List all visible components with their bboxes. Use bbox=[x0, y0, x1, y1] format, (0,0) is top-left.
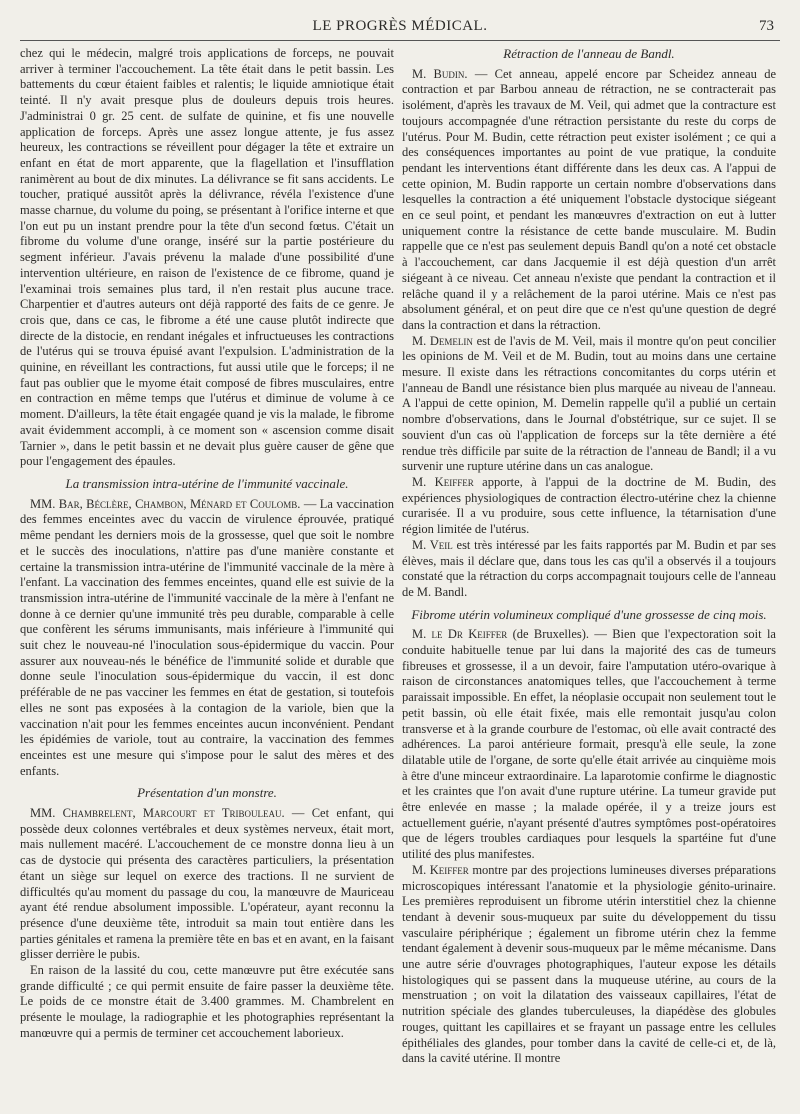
left-column bbox=[20, 46, 394, 1042]
section-heading: Présentation d'un monstre. bbox=[137, 785, 277, 801]
paragraph bbox=[402, 475, 776, 538]
paragraph-text: est de l'avis de M. Veil, mais il montre qu'on peut concilier les opinions de M. Veil et de M. Budin, tout au moins dans une certaine mesure. Il existe dans les rétractions concomitantes du corps utérin et l'anneau de Bandl une résistance bien plus marquée au niveau de l'anneau. A l'appui de cette opinion, M. Demelin rappelle qu'il a publié un certain nombre d'observations, dans le Journal d'obstétrique, sur ce sujet. Il se souvient d'un cas où l'application de forceps sur la tête dernière a été rendue très difficile par suite de la rétraction de l'anneau de Bandl; il a vu survenir une rupture utérine dans un cas analogue. bbox=[402, 333, 777, 474]
authors: M. Keiffer bbox=[412, 474, 474, 489]
paragraph bbox=[402, 67, 776, 334]
paragraph bbox=[402, 334, 776, 475]
page-number: 73 bbox=[759, 18, 774, 34]
paragraph-text: — La vaccination des femmes enceintes avec du vaccin de virulence éprouvée, pratiqué même pendant les derniers mois de la grossesse, quel que soit le nombre et le succès des inoculations, n'attire pas d'une manière constante et certaine la transmission intra-utérine de l'immunité vaccinale de la mère à l'enfant. La vaccination des femmes enceintes, quand elle est suivie de la transmission intra-utérine de l'immunité vaccinale de la mère à l'enfant ne donne à ce dernier qu'une immunité très peu durable, comparable à celle que confèrent les sérums immunisants, mais inférieure à l'immunité qui suit chez le nouveau-né l'inoculation sous-épidermique du vaccin. Pour assurer aux nouveau-nés le bénéfice de l'immunité solide et durable que donne seule l'inoculation sous-épidermique du vaccin, il est donc préférable de ne pas vacciner les femmes en état de gestation, si toutefois elles ne sont pas exposées à la contagion de la variole, bien que la vaccination n'ait pour les femmes enceintes aucun inconvénient. Pendant les épidémies de variole, tout au contraire, la vaccination des femmes enceintes est une mesure qui s'impose pour le salut des mères et des enfants. bbox=[20, 496, 394, 778]
paragraph bbox=[402, 863, 776, 1067]
paragraph-text: — Cet enfant, qui possède deux colonnes vertébrales et deux systèmes nerveux, était mort, mais nullement macéré. L'accouchement de ce monstre donna lieu à un cas de dystocie qui présenta des caractères particuliers, la présentation étant un siège sur lequel on exerce des tractions. Il ne survient de difficultés qu'au moment du passage du cou, la manœuvre de Mauriceau ayant été rendue absolument impossible. L'opérateur, ayant reconnu la présence d'une deuxième tête, introduit sa main tout entière dans les parties génitales et ramena la première tête en bas et en avant, en la faisant glisser derrière le pubis. bbox=[20, 806, 394, 962]
paragraph bbox=[20, 497, 394, 780]
paragraph: chez qui le médecin, malgré trois applications de forceps, ne pouvait arriver à terminer l'accouchement. La tête était dans le petit bassin. Les battements du cœur étaient faibles et ralentis; le liquide amniotique était teinté. Il n'y avait presque plus de douleurs depuis trois heures. J'administrai 0 gr. 25 cent. de sulfate de quinine, et fis une nouvelle application de forceps. Après une assez longue attente, je fus assez heureux, les contractions se réveillent pour dégager la tête et extraire un enfant en état de mort apparente, que la flagellation et l'insufflation ranimèrent au bout de dix minutes. La délivrance se fit sans accidents. Le toucher, pratiqué aussitôt après la délivrance, révéla l'existence d'une masse charnue, du volume du poing, se présentant à l'orifice interne et que l'on eut pu un instant prendre pour la tête d'un second fœtus. C'était un fibrome du volume d'une orange, inséré sur la partie postérieure du segment inférieur. J'avais prévenu la malade d'une possibilité d'une intervention ultérieure, en raison de l'existence de ce fibrome, quand je l'examinai trois semaines plus tard, il n'en restait plus aucune trace. Charpentier et d'autres auteurs ont déjà rapporté des faits de ce genre. Je crois que, dans ce cas, le fibrome a été une cause plutôt indirecte que directe de la distocie, en rendant inégales et infructueuses les contractions de l'utérus qui se trouva épuisé avant l'expulsion. L'administration de la quinine, en réveillant les contractions, fut aussi utile que le forceps; il ne faut pas oublier que le myome était composé de fibres musculaires, entre en contraction en même temps que l'utérus et diminue de volume à ce moment. D'ailleurs, la tête était engagée quand je vis la malade, le fibrome avait évidemment accompli, à ce moment son « ascension comme disait Tarnier », dans le petit bassin et ne devait plus guère causer de gêne que pour l'engagement des épaules. bbox=[20, 46, 394, 469]
authors: M. Keiffer bbox=[412, 862, 469, 877]
paragraph-text: — Cet anneau, appelé encore par Scheidez anneau de contraction et par Barbou anneau de rétraction, ne se contracterait pas isolément, d'après les travaux de M. Veil, qui admet que la contracture est toujours accompagnée d'une rétraction persistante du reste du corps de l'utérus. Pour M. Budin, cette rétraction peut exister isolément ; ce qui a des conséquences importantes au point de vue pratique, la conduite pendant les interventions étant différente dans les deux cas. A l'appui de cette opinion, M. Budin rapporte un certain nombre d'observations dans lesquelles la contraction a été uniquement l'obstacle dystocique siégeant en ce seul point, et pendant les manœuvres d'extraction on eut à lutter uniquement contre la résistance de cette bande musculaire. M. Budin rappelle que ce n'est pas seulement depuis Bandl qu'on a noté cet obstacle à l'accouchement, car dans Jacquemie il est déjà question d'un arrêt siégeant à ce niveau. Cet anneau n'existe que pendant la contraction et il relâche quand il y a relâchement de la paroi utérine. Mais ce n'est pas absolument général, et on peut dire que ce n'est qu'une question de degré dans la contraction et dans la rétraction. bbox=[402, 66, 777, 332]
page-header bbox=[20, 14, 780, 41]
paragraph-text: est très intéressé par les faits rapportés par M. Budin et par ses élèves, mais il déclare que, dans tous les cas qu'il a observés il a toujours constaté que la rétraction du corps accompagnait toujours celle de l'anneau de M. Bandl. bbox=[402, 537, 776, 599]
section-heading: La transmission intra-utérine de l'immunité vaccinale. bbox=[65, 475, 349, 491]
section-heading: Fibrome utérin volumineux compliqué d'une grossesse de cinq mois. bbox=[411, 606, 767, 622]
paragraph bbox=[402, 538, 776, 601]
authors: M. Veil bbox=[412, 537, 453, 552]
paragraph bbox=[20, 806, 394, 963]
authors: MM. Bar, Béclère, Chambon, Ménard et Coulomb. bbox=[30, 496, 301, 511]
journal-title: LE PROGRÈS MÉDICAL. bbox=[312, 18, 488, 34]
right-column bbox=[402, 46, 776, 1067]
paragraph-text: montre par des projections lumineuses diverses préparations microscopiques intéressant l'anatomie et la physiologie génito-urinaire. Les premières reproduisent un fibrome utérin interstitiel chez la chienne tendant à devenir sous-muqueux par suite du développement du tissu vasculaire périphérique ; également un fibrome utérin chez la femme tendant également à devenir sous-muqueux par le même mécanisme. Dans une autre série d'ouvrages photographiques, l'auteur expose les détails histologiques qui se passent dans la muqueuse utérine, au cours de la menstruation ; on voit la dilatation des vaisseaux capillaires, l'état de nutrition spéciale des glandes tuberculeuses, la diapédèse des globules rouges, quittant les capillaires et se frayant un passage entre les cellules épithéliales des glandes, pour tomber dans la cavité de celle-ci et, de là, dans la cavité utérine. Il montre bbox=[402, 862, 776, 1066]
paragraph-text: (de Bruxelles). — Bien que l'expectoration soit la conduite habituelle tenue par lui dans la majorité des cas de tumeurs fibreuses et grossesse, il a un devoir, faire l'amputation utéro-ovarique à raison de circonstances anatomiques telles, que l'accouchement à terme paraissait impossible. En effet, la néoplasie occupait non seulement tout le petit bassin, où elle était fixée, mais elle remontait jusqu'au colon transverse et à la grande courbure de l'estomac, où elle avait contracté des adhérences. La paroi antérieure formait, presqu'à elle seule, la zone dilatable utile de l'organe, de sorte qu'elle était arrivée au cinquième mois à être d'une minceur extraordinaire. La laparotomie confirme le diagnostic et les craintes que l'on avait d'une rupture utérine. La tumeur gravide put être enlevée en masse ; la malade opérée, il y a treize jours est actuellement guérie, n'ayant présenté d'autres symptômes post-opératoires que de légers troubles cardiaques pour lesquels la spartéine fut d'une utilité des plus manifestes. bbox=[402, 627, 776, 862]
authors: MM. Chambrelent, Marcourt et Tribouleau. bbox=[30, 806, 285, 821]
paragraph: En raison de la lassité du cou, cette manœuvre put être exécutée sans grande difficulté ; ce qui permit ensuite de faire passer la deuxième tête. Le poids de ce monstre était de 3.400 grammes. M. Chambrelent en présente le moulage, la radiographie et les photographies représentant la manœuvre qui a permis de terminer cet accouchement laborieux. bbox=[20, 963, 394, 1040]
paragraph bbox=[402, 627, 776, 863]
paragraph-text: apporte, à l'appui de la doctrine de M. Budin, des expériences physiologiques de contraction électro-utérine chez la chienne curarisée. Il a vu produire, sous cette influence, la tétarnisation d'une région limitée de l'utérus. bbox=[402, 474, 776, 537]
authors: M. Demelin bbox=[412, 333, 473, 348]
section-heading: Rétraction de l'anneau de Bandl. bbox=[503, 46, 675, 61]
authors: M. le Dr Keiffer bbox=[412, 627, 508, 642]
authors: M. Budin. bbox=[412, 66, 468, 81]
